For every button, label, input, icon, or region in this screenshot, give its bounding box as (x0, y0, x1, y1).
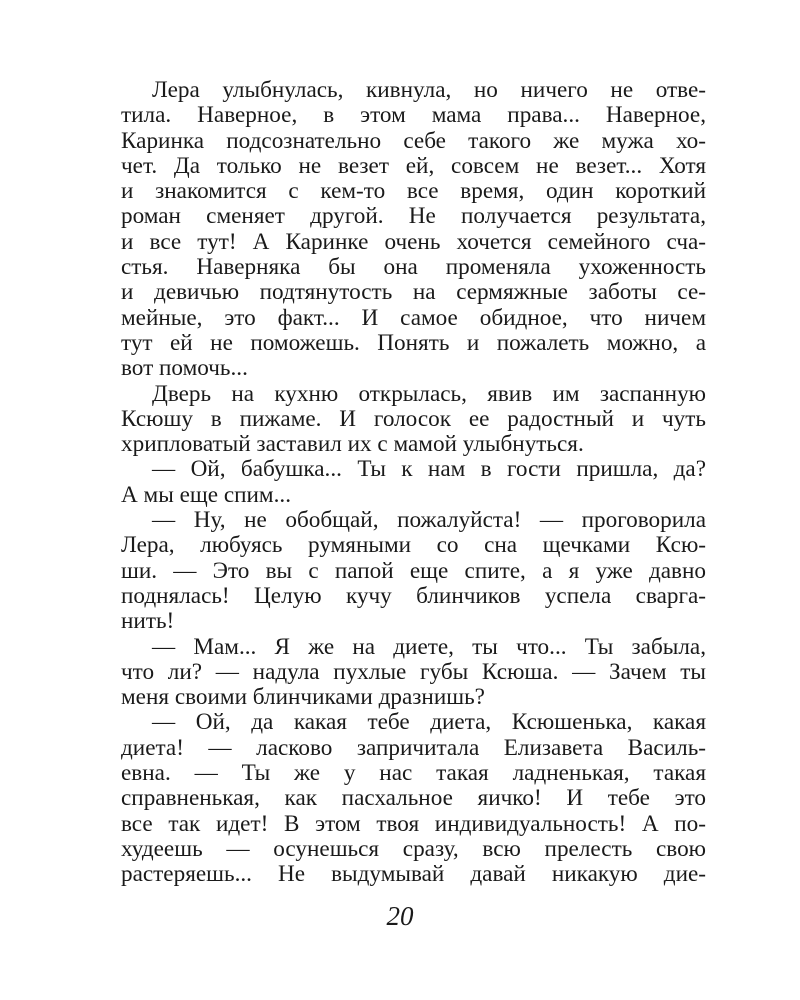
text-line: меня своими блинчиками дразнишь? (121, 684, 485, 711)
text-line: тут ей не поможешь. Понять и пожалеть можно, а (121, 329, 706, 356)
text-line: стья. Наверняка бы она променяла ухоженность (121, 254, 706, 281)
text-line: чет. Да только не везет ей, совсем не везет... Хотя (121, 152, 706, 179)
text-line: ши. — Это вы с папой еще спите, а я уже давно (121, 557, 706, 584)
body-text (121, 78, 706, 888)
text-line: — Ой, бабушка... Ты к нам в гости пришла, да? (152, 456, 706, 483)
text-line: Ксюшу в пижаме. И голосок ее радостный и чуть (121, 405, 706, 432)
text-line: Лера улыбнулась, кивнула, но ничего не отве- (152, 77, 706, 103)
text-line: диета! — ласково запричитала Елизавета Василь- (121, 734, 706, 761)
text-line: — Мам... Я же на диете, ты что... Ты забыла, (152, 633, 706, 660)
text-line: хрипловатый заставил их с мамой улыбнуться. (121, 431, 584, 458)
text-line: что ли? — надула пухлые губы Ксюша. — Зачем ты (121, 658, 706, 685)
page-number: 20 (386, 901, 414, 931)
text-line: Дверь на кухню открылась, явив им заспанную (152, 380, 706, 407)
text-line: нить! (121, 608, 175, 635)
text-line: Лера, любуясь румяными со сна щечками Ксю- (121, 532, 706, 559)
text-line: мейные, это факт... И самое обидное, что ничем (121, 304, 706, 331)
text-line: справненькая, как пасхальное яичко! И тебе это (121, 785, 706, 812)
text-line: евна. — Ты же у нас такая ладненькая, такая (121, 760, 706, 787)
text-line: поднялась! Целую кучу блинчиков успела сварга- (121, 582, 706, 609)
text-line: и все тут! А Каринке очень хочется семейного сча- (121, 228, 706, 255)
text-line: — Ой, да какая тебе диета, Ксюшенька, какая (152, 709, 706, 736)
text-line: все так идет! В этом твоя индивидуальность! А по- (121, 810, 706, 837)
text-line: вот помочь... (121, 355, 248, 382)
text-line: растеряешь... Не выдумывай давай никакую дие- (121, 861, 706, 888)
text-line: худеешь — осунешься сразу, всю прелесть свою (121, 835, 706, 862)
text-line: тила. Наверное, в этом мама права... Наверное, (121, 102, 706, 129)
text-line: — Ну, не обобщай, пожалуйста! — проговорила (152, 507, 706, 534)
text-line: А мы еще спим... (121, 481, 292, 508)
text-line: и девичью подтянутость на сермяжные заботы се- (121, 279, 706, 306)
text-line: Каринка подсознательно себе такого же мужа хо- (121, 127, 706, 154)
text-line: и знакомится с кем-то все время, один короткий (121, 178, 706, 205)
text-line: роман сменяет другой. Не получается результата, (121, 203, 706, 230)
